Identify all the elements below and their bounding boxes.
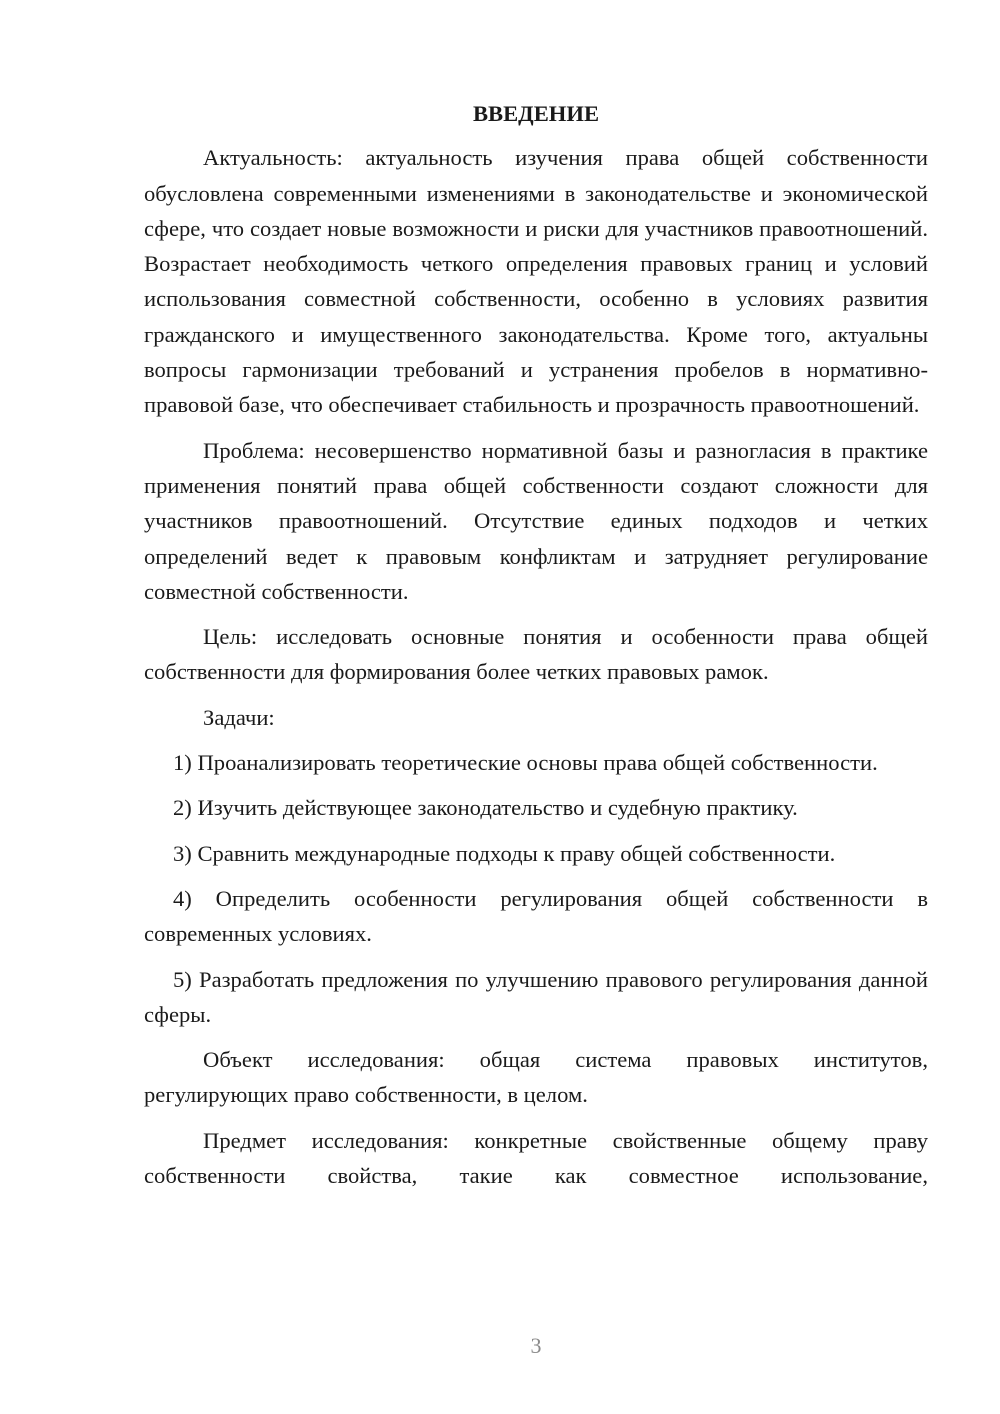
paragraph-object: Объект исследования: общая система правовых институтов, регулирующих право собственности, в целом. — [144, 1047, 928, 1108]
task-item-2: 2) Изучить действующее законодательство и судебную практику. — [173, 795, 798, 821]
document-page — [144, 96, 928, 1193]
tasks-heading: Задачи: — [203, 704, 275, 730]
page-number: 3 — [530, 1333, 542, 1358]
task-item-4: 4) Определить особенности регулирования общей собственности в современных условиях. — [144, 885, 928, 947]
paragraph-relevance: Актуальность: актуальность изучения права общей собственности обусловлена современными изменениями в законодательстве и экономической сфере, что создает новые возможности и риски для участников правоотношений. Возрастает необходимость четкого определения правовых границ и условий использования совместной собственности, особенно в условиях развития гражданского и имущественного законодательства. Кроме того, актуальны вопросы гармонизации требований и устранения пробелов в нормативно-правовой базе, что обеспечивает стабильность и прозрачность правоотношений. — [144, 145, 928, 418]
section-title: ВВЕДЕНИЕ — [472, 101, 600, 126]
task-item-5: 5) Разработать предложения по улучшению правового регулирования данной сферы. — [144, 966, 928, 1027]
paragraph-goal: Цель: исследовать основные понятия и особенности права общей собственности для формирования более четких правовых рамок. — [144, 624, 928, 685]
paragraph-subject: Предмет исследования: конкретные свойственные общему праву собственности свойства, такие как совместное использование, — [144, 1127, 928, 1189]
paragraph-problem: Проблема: несовершенство нормативной базы и разногласия в практике применения понятий права общей собственности создают сложности для участников правоотношений. Отсутствие единых подходов и четких определений ведет к правовым конфликтам и затрудняет регулирование совместной собственности. — [144, 437, 928, 604]
task-item-3: 3) Сравнить международные подходы к праву общей собственности. — [173, 840, 836, 866]
task-item-1: 1) Проанализировать теоретические основы права общей собственности. — [173, 750, 878, 776]
